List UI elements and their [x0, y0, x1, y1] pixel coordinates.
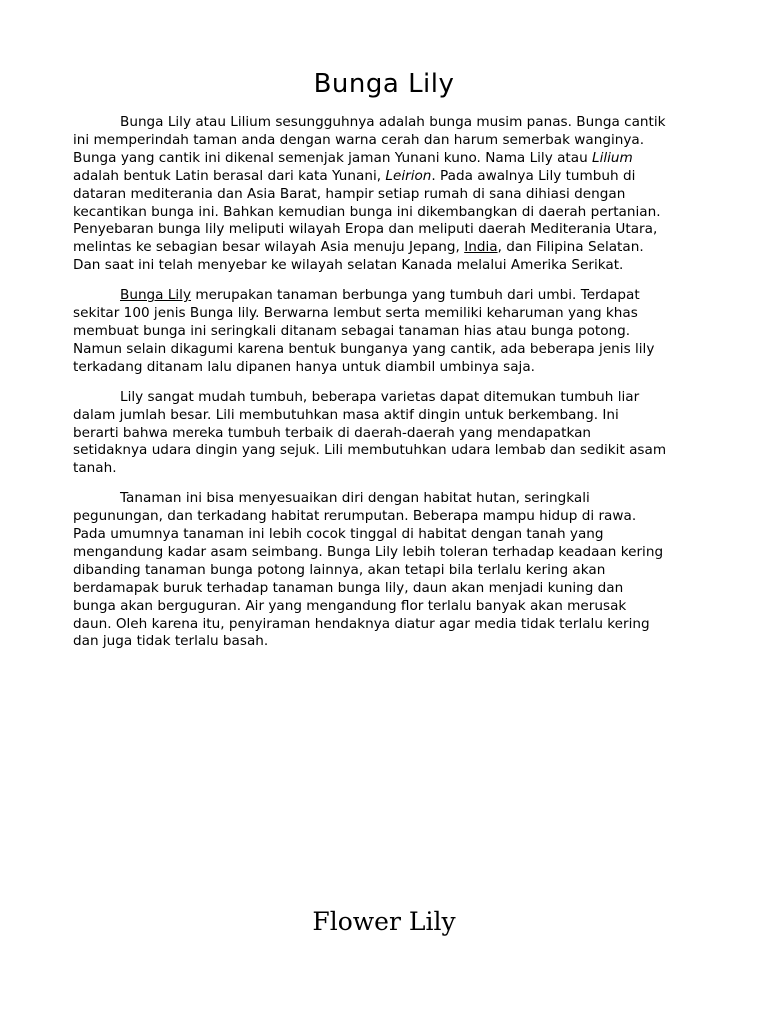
paragraph-line: mengandung kadar asam seimbang. Bunga Lily lebih toleran terhadap keadaan kering [73, 543, 664, 560]
text-run: melintas ke sebagian besar wilayah Asia menuju Jepang, [73, 239, 465, 256]
paragraph-line [73, 168, 697, 186]
paragraph-4 [73, 490, 697, 651]
paragraph-line: bunga akan berguguran. Air yang mengandung flor terlalu banyak akan merusak [73, 597, 627, 614]
paragraph-line: dan juga tidak terlalu basah. [73, 633, 269, 650]
text-run: , dan Filipina Selatan. [497, 239, 644, 256]
paragraph-2 [73, 287, 697, 377]
paragraph-line: Pada umumnya tanaman ini lebih cocok tinggal di habitat dengan tanah yang [73, 526, 604, 543]
paragraph-line: Bunga Lily atau Lilium sesungguhnya adalah bunga musim panas. Bunga cantik [120, 114, 666, 130]
paragraph-1 [73, 114, 697, 275]
link-bunga-lily[interactable]: Bunga Lily [120, 287, 192, 304]
footer-title: Flower Lily [312, 907, 456, 936]
paragraph-line: kecantikan bunga ini. Bahkan kemudian bunga ini dikembangkan di daerah pertanian. [73, 203, 661, 220]
paragraph-line: dibanding tanaman bunga potong lainnya, akan tetapi bila terlalu kering akan [73, 561, 606, 578]
paragraph-line: daun. Oleh karena itu, penyiraman hendaknya diatur agar media tidak terlalu kering [73, 615, 650, 632]
paragraph-line: dataran mediterania dan Asia Barat, hampir setiap rumah di sana dihiasi dengan [73, 185, 626, 202]
paragraph-line: Penyebaran bunga lily meliputi wilayah Eropa dan meliputi daerah Mediterania Utara, [73, 221, 658, 238]
italic-term-leirion: Leirion [385, 167, 432, 184]
paragraph-line: berarti bahwa mereka tumbuh terbaik di daerah-daerah yang mendapatkan [73, 424, 592, 441]
paragraph-line: Namun selain dikagumi karena bentuk bunganya yang cantik, ada beberapa jenis lily [73, 340, 655, 357]
paragraph-3 [73, 389, 697, 479]
paragraph-line: Dan saat ini telah menyebar ke wilayah selatan Kanada melalui Amerika Serikat. [73, 257, 624, 274]
paragraph-line: tanah. [73, 460, 117, 477]
document-title: Bunga Lily [313, 69, 455, 99]
paragraph-line: membuat bunga ini seringkali ditanam sebagai tanaman hias atau bunga potong. [73, 322, 631, 339]
paragraph-line: dalam jumlah besar. Lili membutuhkan masa aktif dingin untuk berkembang. Ini [73, 406, 619, 423]
paragraph-line: berdamapak buruk terhadap tanaman bunga lily, daun akan menjadi kuning dan [73, 579, 624, 596]
paragraph-line: pegunungan, dan terkadang habitat rerumputan. Beberapa mampu hidup di rawa. [73, 508, 637, 525]
text-run: merupakan tanaman berbunga yang tumbuh dari umbi. Terdapat [191, 287, 640, 304]
paragraph-line [73, 239, 697, 257]
link-india[interactable]: India [464, 239, 498, 256]
document-body [73, 114, 697, 663]
paragraph-line: Lily sangat mudah tumbuh, beberapa varietas dapat ditemukan tumbuh liar [120, 388, 640, 405]
paragraph-line: sekitar 100 jenis Bunga lily. Berwarna lembut serta memiliki keharuman yang khas [73, 305, 638, 322]
text-run: . Pada awalnya Lily tumbuh di [431, 167, 636, 184]
text-run: adalah bentuk Latin berasal dari kata Yunani, [73, 167, 386, 184]
paragraph-line: Tanaman ini bisa menyesuaikan diri dengan habitat hutan, seringkali [120, 490, 590, 507]
paragraph-line [73, 287, 697, 305]
paragraph-line: setidaknya udara dingin yang sejuk. Lili membutuhkan udara lembab dan sedikit asam [73, 442, 667, 459]
paragraph-line: terkadang ditanam lalu dipanen hanya untuk diambil umbinya saja. [73, 358, 535, 375]
text-run: Bunga yang cantik ini dikenal semenjak jaman Yunani kuno. Nama Lily atau [73, 149, 593, 166]
italic-term-lilium: Lilium [592, 149, 633, 166]
paragraph-line: ini memperindah taman anda dengan warna cerah dan harum semerbak wanginya. [73, 131, 645, 148]
paragraph-line [73, 150, 697, 168]
